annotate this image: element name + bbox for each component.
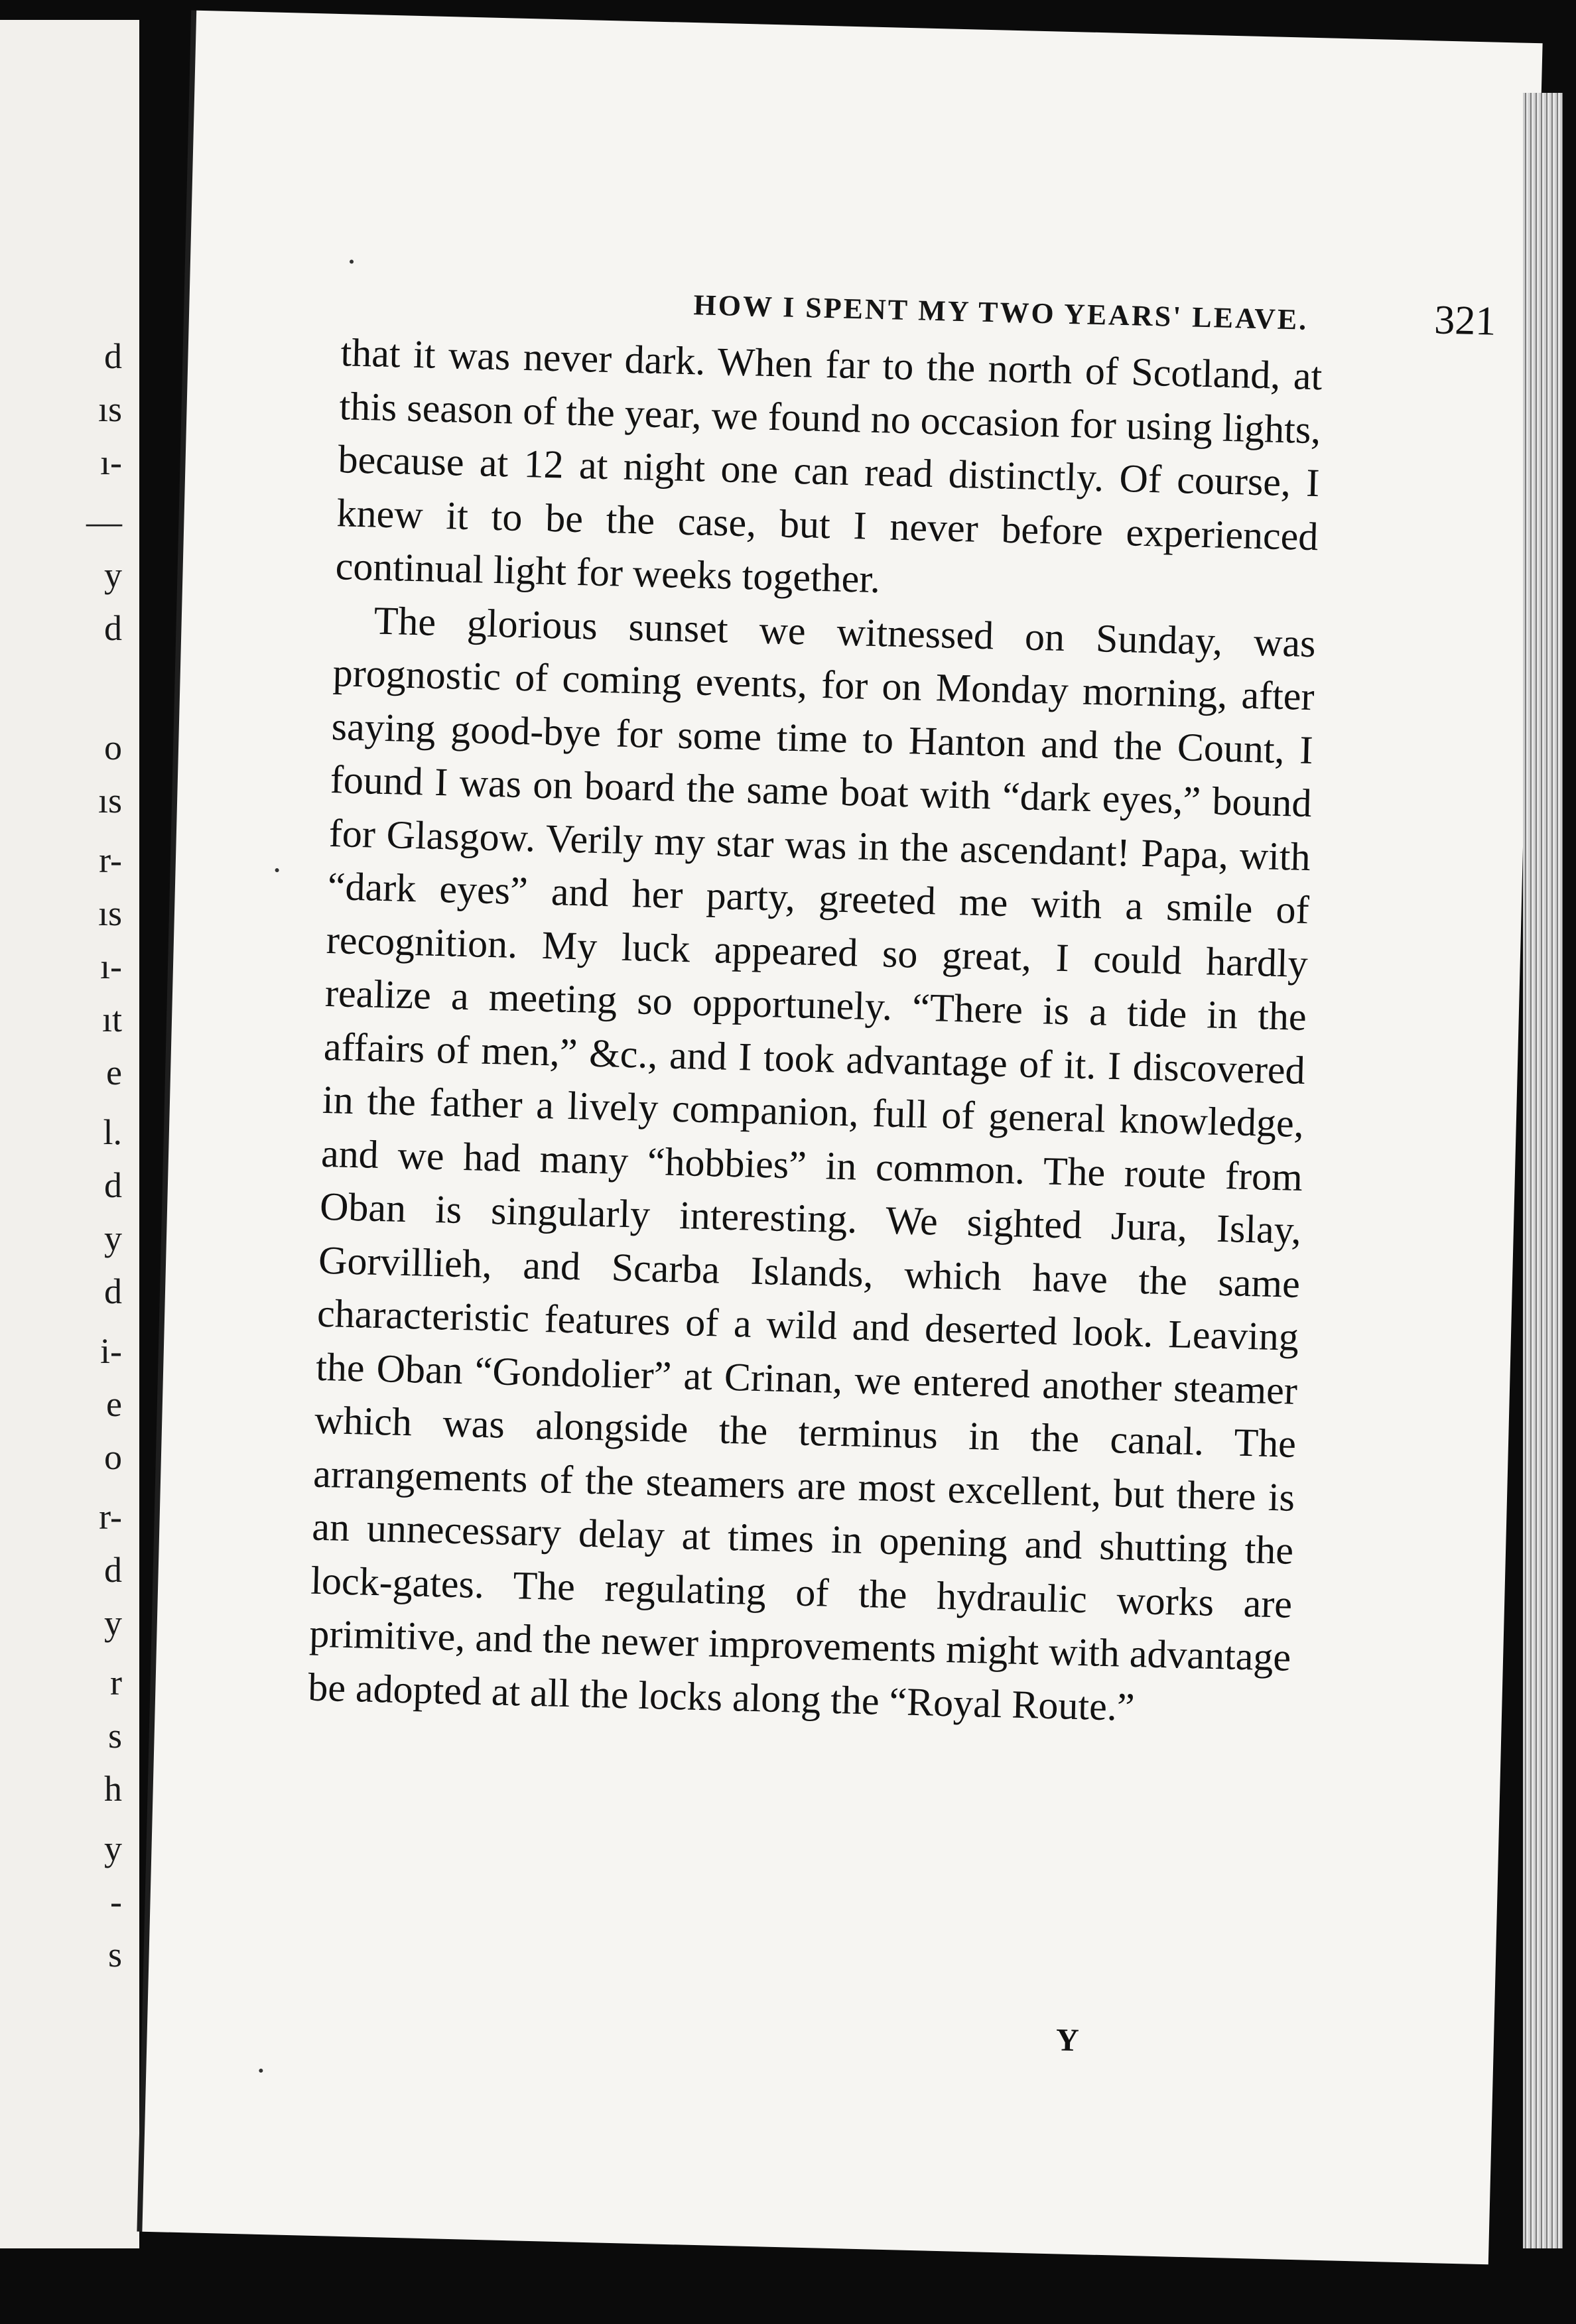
left-page-fragment: y (104, 555, 122, 595)
paragraph: The glorious sunset we witnessed on Sunday, was prognostic of coming events, for on Monday morning, after saying good-bye for some time to Hanton and the Count, I found I was on board the same boat with “dark eyes,” bound for Glasgow. Verily my star was in the ascendant! Papa, with “dark eyes” and her party, greeted me with a smile of recognition. My luck appeared so great, I could hardly realize a meeting so opportunely. “There is a tide in the affairs of men,” &c., and I took advantage of it. I discovered in the father a lively companion, full of general knowledge, and we had many “hobbies” in common. The route from Oban is singularly interesting. We sighted Jura, Islay, Gorvillieh, and Scarba Islands, which have the same characteristic features of a wild and deserted look. Leaving the Oban “Gondolier” at Crinan, we entered another steamer which was alongside the terminus in the canal. The arrangements of the steamers are most excellent, but there is an unnecessary delay at times in opening and shutting the lock-gates. The regulating of the hydraulic works are primitive, and the newer improvements might with advantage be adopted at all the locks along the “Royal Route.” (307, 598, 1317, 1729)
left-page-fragment: — (86, 502, 122, 542)
left-page-fragment: o (104, 728, 122, 767)
left-page-fragment: d (104, 336, 122, 376)
paragraph-continued: that it was never dark. When far to the north of Scotland, at this season of the year, we found no occasion for using lights, because at 12 at night one can read distinctly. Of course, I knew it to be the case, but I never before experienced continual light for weeks together. (335, 330, 1323, 602)
left-page-fragment: ıs (98, 389, 122, 429)
left-page-fragment: ıs (98, 893, 122, 933)
page-number: 321 (1433, 297, 1497, 344)
left-page-fragment: s (107, 1716, 122, 1756)
left-page-fragment: - (110, 1882, 122, 1921)
left-page-fragment: i- (100, 1331, 122, 1371)
left-page-fragment: d (104, 1165, 122, 1205)
left-page-fragment: d (104, 608, 122, 648)
left-page-fragment: l. (103, 1112, 122, 1152)
left-page-fragment: s (107, 1935, 122, 1974)
book-page (142, 11, 1542, 2265)
left-page-fragment: d (104, 1550, 122, 1590)
left-page-fragment: e (106, 1384, 122, 1424)
left-page-fragment: h (104, 1769, 122, 1809)
left-page-fragment: r- (99, 1497, 122, 1537)
body-text (308, 326, 1323, 1738)
left-page-fragment: ı- (100, 442, 122, 482)
left-page-fragment: ıs (98, 781, 122, 820)
left-page-fragment: e (106, 1053, 122, 1092)
page-edge-stack (1523, 93, 1563, 2248)
left-page-fragment: y (104, 1603, 122, 1643)
left-page-fragment: ı- (100, 946, 122, 986)
left-page-fragment: r (110, 1663, 122, 1703)
left-page-fragment: y (104, 1829, 122, 1868)
left-page-fragment: y (104, 1218, 122, 1258)
print-speck (275, 868, 279, 872)
left-page-fragment: r- (99, 840, 122, 880)
signature-mark: Y (1055, 2022, 1080, 2059)
running-title: HOW I SPENT MY TWO YEARS' LEAVE. (693, 289, 1309, 336)
left-page-fragment: o (104, 1437, 122, 1477)
left-facing-page (0, 20, 139, 2248)
left-page-fragment: d (104, 1271, 122, 1311)
print-speck (350, 259, 354, 263)
left-page-fragment: ıt (101, 1000, 122, 1039)
print-speck (259, 2069, 263, 2073)
